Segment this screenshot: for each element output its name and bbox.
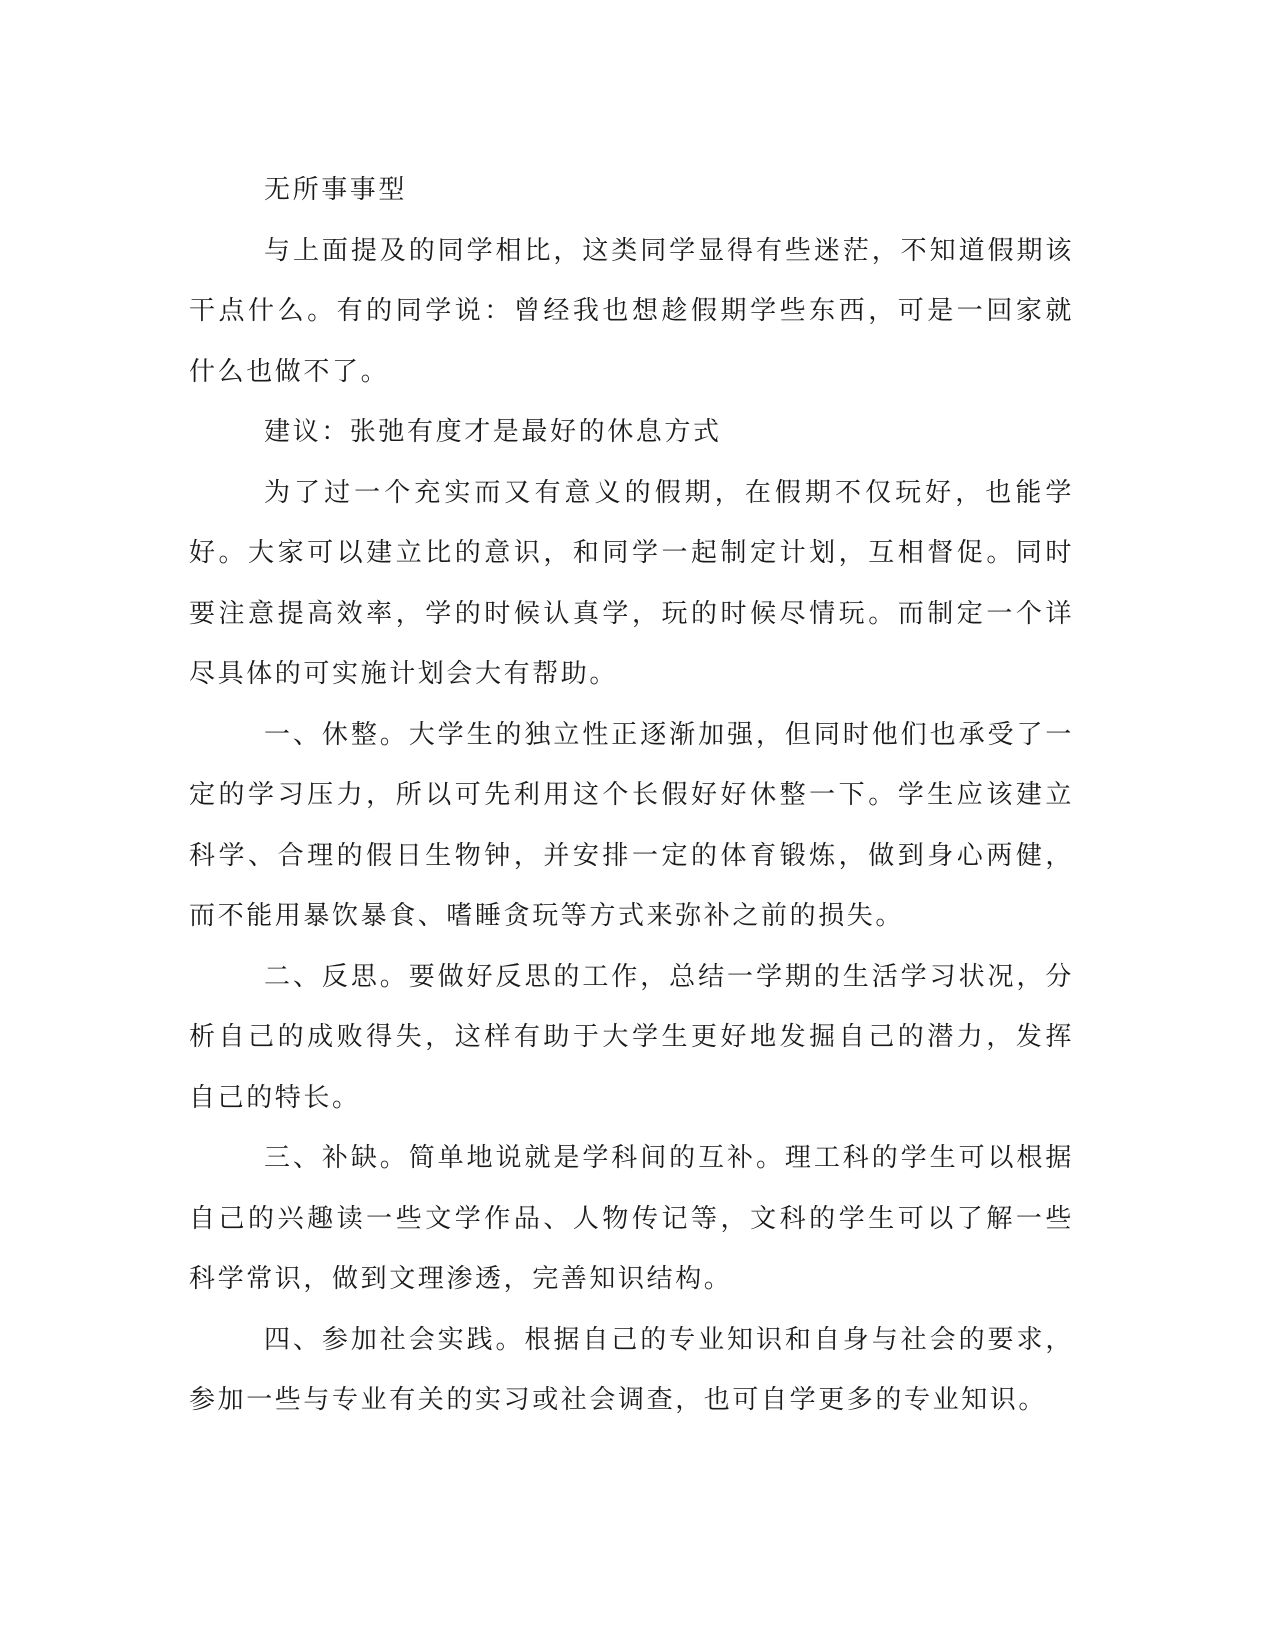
paragraph-social-practice: 四、参加社会实践。根据自己的专业知识和自身与社会的要求，参加一些与专业有关的实习或社会调查，也可自学更多的专业知识。 [189,1324,1074,1415]
paragraph-rest: 一、休整。大学生的独立性正逐渐加强，但同时他们也承受了一定的学习压力，所以可先利用这个长假好好休整一下。学生应该建立科学、合理的假日生物钟，并安排一定的体育锻炼，做到身心两健，而不能用暴饮暴食、嗜睡贪玩等方式来弥补之前的损失。 [189,719,1074,931]
paragraph-idle-description: 与上面提及的同学相比，这类同学显得有些迷茫，不知道假期该干点什么。有的同学说：曾经我也想趁假期学些东西，可是一回家就什么也做不了。 [189,235,1074,387]
paragraph-complement: 三、补缺。简单地说就是学科间的互补。理工科的学生可以根据自己的兴趣读一些文学作品、人物传记等，文科的学生可以了解一些科学常识，做到文理渗透，完善知识结构。 [189,1143,1074,1294]
section-heading-idle-type: 无所事事型 [264,175,408,205]
paragraph-reflection: 二、反思。要做好反思的工作，总结一学期的生活学习状况，分析自己的成败得失，这样有助于大学生更好地发掘自己的潜力，发挥自己的特长。 [189,961,1074,1113]
section-heading-suggestion: 建议：张弛有度才是最好的休息方式 [264,417,722,447]
document-body [189,160,1074,1431]
paragraph-suggestion: 为了过一个充实而又有意义的假期，在假期不仅玩好，也能学好。大家可以建立比的意识，和同学一起制定计划，互相督促。同时要注意提高效率，学的时候认真学，玩的时候尽情玩。而制定一个详尽具体的可实施计划会大有帮助。 [189,477,1074,689]
